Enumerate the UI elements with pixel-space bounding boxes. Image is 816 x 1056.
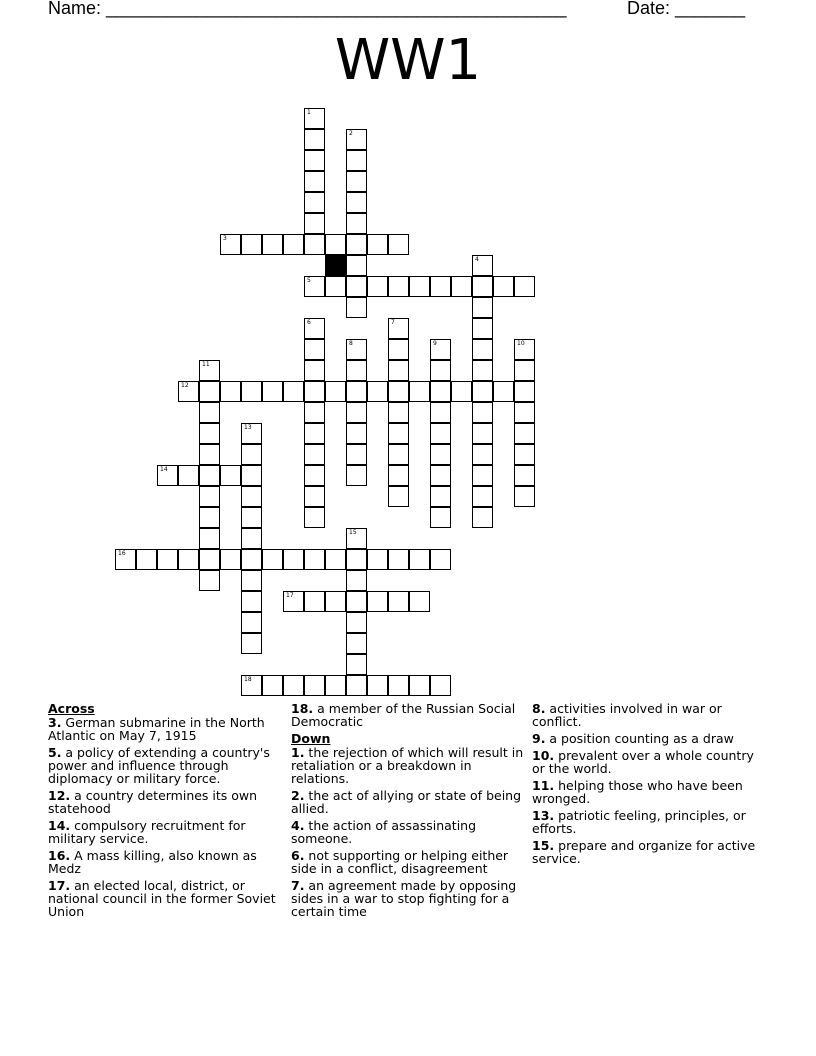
down-clue xyxy=(532,702,767,728)
down-clue xyxy=(532,839,767,865)
grid-cell[interactable] xyxy=(388,486,409,507)
grid-cell[interactable] xyxy=(325,381,346,402)
grid-cell[interactable] xyxy=(304,108,325,129)
grid-cell[interactable] xyxy=(241,234,262,255)
clue-text: prepare and organize for active service. xyxy=(532,838,756,866)
grid-cell[interactable] xyxy=(325,276,346,297)
clue-number: 18. xyxy=(291,701,314,716)
grid-cell[interactable] xyxy=(430,423,451,444)
grid-cell[interactable] xyxy=(388,360,409,381)
grid-cell[interactable] xyxy=(514,339,535,360)
grid-cell[interactable] xyxy=(325,591,346,612)
down-clue xyxy=(532,749,767,775)
clue-number: 10. xyxy=(532,748,555,763)
grid-cell[interactable] xyxy=(430,402,451,423)
grid-cell[interactable] xyxy=(472,255,493,276)
clue-number: 14. xyxy=(48,818,71,833)
clue-text: an agreement made by opposing sides in a war to stop fighting for a certain time xyxy=(291,878,517,919)
grid-cell[interactable] xyxy=(472,423,493,444)
grid-cell[interactable] xyxy=(283,381,304,402)
grid-cell[interactable] xyxy=(304,339,325,360)
grid-cell[interactable] xyxy=(199,402,220,423)
grid-cell[interactable] xyxy=(367,234,388,255)
grid-cell[interactable] xyxy=(283,234,304,255)
clue-text: prevalent over a whole country or the world. xyxy=(532,748,754,776)
grid-cell[interactable] xyxy=(346,150,367,171)
grid-cell[interactable] xyxy=(199,570,220,591)
grid-cell[interactable] xyxy=(157,549,178,570)
grid-cell[interactable] xyxy=(493,276,514,297)
across-clue xyxy=(48,789,283,815)
grid-cell[interactable] xyxy=(241,486,262,507)
grid-cell[interactable] xyxy=(430,507,451,528)
grid-cell[interactable] xyxy=(514,402,535,423)
grid-cell[interactable] xyxy=(367,549,388,570)
across-clue xyxy=(48,879,283,918)
grid-cell[interactable] xyxy=(388,339,409,360)
down-clue xyxy=(291,789,526,815)
grid-cell[interactable] xyxy=(388,549,409,570)
grid-cell[interactable] xyxy=(346,297,367,318)
grid-cell[interactable] xyxy=(388,318,409,339)
clue-number: 13. xyxy=(532,808,555,823)
grid-cell[interactable] xyxy=(304,486,325,507)
grid-cell[interactable] xyxy=(178,465,199,486)
grid-cell[interactable] xyxy=(388,423,409,444)
grid-cell[interactable] xyxy=(367,276,388,297)
clue-number: 15. xyxy=(532,838,555,853)
grid-cell[interactable] xyxy=(241,423,262,444)
grid-cell[interactable] xyxy=(241,444,262,465)
grid-cell[interactable] xyxy=(388,465,409,486)
grid-cell[interactable] xyxy=(304,129,325,150)
grid-cell[interactable] xyxy=(346,192,367,213)
grid-cell[interactable] xyxy=(136,549,157,570)
grid-cell[interactable] xyxy=(472,297,493,318)
down-clue xyxy=(532,809,767,835)
grid-cell[interactable] xyxy=(472,486,493,507)
grid-cell[interactable] xyxy=(241,465,262,486)
down-clue xyxy=(291,849,526,875)
across-clue xyxy=(48,716,283,742)
clue-text: A mass killing, also known as Medz xyxy=(48,848,257,876)
grid-cell[interactable] xyxy=(346,465,367,486)
clue-number: 5. xyxy=(48,745,62,760)
grid-cell[interactable] xyxy=(199,360,220,381)
grid-cell[interactable] xyxy=(304,444,325,465)
grid-cell[interactable] xyxy=(325,549,346,570)
clue-text: a policy of extending a country's power and influence through diplomacy or military force. xyxy=(48,745,270,786)
clue-number: 18 xyxy=(244,676,252,683)
clue-number: 9 xyxy=(433,340,437,347)
across-heading: Across xyxy=(48,701,95,716)
grid-cell[interactable] xyxy=(472,402,493,423)
clue-text: the act of allying or state of being allied. xyxy=(291,788,522,816)
grid-cell[interactable] xyxy=(304,549,325,570)
grid-cell[interactable] xyxy=(451,276,472,297)
grid-cell[interactable] xyxy=(262,234,283,255)
clue-number: 3 xyxy=(223,235,227,242)
clue-number: 4 xyxy=(475,256,479,263)
grid-cell[interactable] xyxy=(346,591,367,612)
clue-number: 17 xyxy=(286,592,294,599)
clue-number: 2. xyxy=(291,788,305,803)
clue-number: 12. xyxy=(48,788,71,803)
grid-cell[interactable] xyxy=(409,591,430,612)
grid-cell[interactable] xyxy=(472,444,493,465)
clue-text: patriotic feeling, principles, or efforts. xyxy=(532,808,746,836)
grid-cell[interactable] xyxy=(472,381,493,402)
down-clue xyxy=(291,819,526,845)
grid-cell[interactable] xyxy=(430,339,451,360)
down-clue xyxy=(291,879,526,918)
clue-text: not supporting or helping either side in a conflict, disagreement xyxy=(291,848,509,876)
grid-cell[interactable] xyxy=(241,507,262,528)
grid-cell[interactable] xyxy=(514,486,535,507)
grid-cell[interactable] xyxy=(346,276,367,297)
grid-cell[interactable] xyxy=(262,549,283,570)
grid-cell[interactable] xyxy=(304,507,325,528)
grid-cell[interactable] xyxy=(241,549,262,570)
grid-cell[interactable] xyxy=(346,402,367,423)
clue-number: 2 xyxy=(349,130,353,137)
grid-cell[interactable] xyxy=(346,633,367,654)
grid-cell[interactable] xyxy=(304,234,325,255)
grid-cell[interactable] xyxy=(514,381,535,402)
grid-cell[interactable] xyxy=(409,675,430,696)
grid-cell[interactable] xyxy=(325,675,346,696)
grid-cell[interactable] xyxy=(514,423,535,444)
grid-cell[interactable] xyxy=(262,675,283,696)
clue-text: helping those who have been wronged. xyxy=(532,778,743,806)
grid-cell[interactable] xyxy=(115,549,136,570)
clue-number: 14 xyxy=(160,466,168,473)
grid-cell[interactable] xyxy=(430,486,451,507)
grid-cell[interactable] xyxy=(388,444,409,465)
grid-cell[interactable] xyxy=(304,675,325,696)
grid-cell[interactable] xyxy=(220,234,241,255)
clue-text: the rejection of which will result in retaliation or a breakdown in relations. xyxy=(291,745,524,786)
grid-cell[interactable] xyxy=(346,339,367,360)
grid-cell[interactable] xyxy=(346,528,367,549)
grid-cell[interactable] xyxy=(472,339,493,360)
grid-cell[interactable] xyxy=(430,465,451,486)
grid-cell[interactable] xyxy=(199,423,220,444)
clue-text: the action of assassinating someone. xyxy=(291,818,477,846)
name-field[interactable]: Name: ______________________________________________ xyxy=(48,0,567,18)
grid-cell[interactable] xyxy=(346,171,367,192)
grid-cell[interactable] xyxy=(514,360,535,381)
grid-cell[interactable] xyxy=(220,549,241,570)
grid-cell[interactable] xyxy=(304,213,325,234)
grid-cell[interactable] xyxy=(241,612,262,633)
grid-cell[interactable] xyxy=(325,234,346,255)
grid-cell[interactable] xyxy=(304,171,325,192)
grid-cell[interactable] xyxy=(430,381,451,402)
clue-text: compulsory recruitment for military service. xyxy=(48,818,246,846)
clues-column-1 xyxy=(48,702,283,922)
across-clue xyxy=(48,746,283,785)
grid-cell[interactable] xyxy=(178,381,199,402)
grid-cell[interactable] xyxy=(346,255,367,276)
grid-cell[interactable] xyxy=(493,381,514,402)
black-square xyxy=(325,255,346,276)
grid-cell[interactable] xyxy=(346,234,367,255)
clue-number: 4. xyxy=(291,818,305,833)
grid-cell[interactable] xyxy=(304,381,325,402)
grid-cell[interactable] xyxy=(346,675,367,696)
grid-cell[interactable] xyxy=(346,549,367,570)
grid-cell[interactable] xyxy=(262,381,283,402)
clue-number: 7. xyxy=(291,878,305,893)
grid-cell[interactable] xyxy=(304,360,325,381)
clue-number: 11 xyxy=(202,361,210,368)
clue-number: 12 xyxy=(181,382,189,389)
across-clue xyxy=(48,849,283,875)
grid-cell[interactable] xyxy=(346,654,367,675)
clue-number: 8. xyxy=(532,701,546,716)
grid-cell[interactable] xyxy=(199,528,220,549)
grid-cell[interactable] xyxy=(472,360,493,381)
clue-text: a position counting as a draw xyxy=(545,731,734,746)
clue-number: 9. xyxy=(532,731,546,746)
grid-cell[interactable] xyxy=(199,507,220,528)
grid-cell[interactable] xyxy=(241,528,262,549)
grid-cell[interactable] xyxy=(241,633,262,654)
grid-cell[interactable] xyxy=(283,591,304,612)
grid-cell[interactable] xyxy=(199,549,220,570)
clue-text: an elected local, district, or national council in the former Soviet Union xyxy=(48,878,276,919)
clue-number: 7 xyxy=(391,319,395,326)
grid-cell[interactable] xyxy=(430,276,451,297)
down-clue xyxy=(532,732,767,745)
clue-number: 1 xyxy=(307,109,311,116)
grid-cell[interactable] xyxy=(388,675,409,696)
clue-number: 16. xyxy=(48,848,71,863)
down-heading: Down xyxy=(291,731,331,746)
clue-text: a member of the Russian Social Democratic xyxy=(291,701,516,729)
grid-cell[interactable] xyxy=(346,423,367,444)
page-title: WW1 xyxy=(334,28,482,93)
clue-number: 6 xyxy=(307,319,311,326)
grid-cell[interactable] xyxy=(199,486,220,507)
grid-cell[interactable] xyxy=(241,591,262,612)
grid-cell[interactable] xyxy=(283,549,304,570)
grid-cell[interactable] xyxy=(346,612,367,633)
grid-cell[interactable] xyxy=(220,465,241,486)
grid-cell[interactable] xyxy=(472,465,493,486)
grid-cell[interactable] xyxy=(304,150,325,171)
across-clue xyxy=(291,702,526,728)
grid-cell[interactable] xyxy=(346,213,367,234)
grid-cell[interactable] xyxy=(283,675,304,696)
grid-cell[interactable] xyxy=(409,381,430,402)
clue-number: 15 xyxy=(349,529,357,536)
grid-cell[interactable] xyxy=(472,507,493,528)
across-clue xyxy=(48,819,283,845)
grid-cell[interactable] xyxy=(346,360,367,381)
date-field[interactable]: Date: _______ xyxy=(627,0,746,18)
grid-cell[interactable] xyxy=(430,549,451,570)
grid-cell[interactable] xyxy=(367,675,388,696)
down-clue xyxy=(291,746,526,785)
grid-cell[interactable] xyxy=(514,276,535,297)
grid-cell[interactable] xyxy=(304,276,325,297)
clue-number: 8 xyxy=(349,340,353,347)
clue-number: 11. xyxy=(532,778,555,793)
clue-number: 10 xyxy=(517,340,525,347)
grid-cell[interactable] xyxy=(346,129,367,150)
grid-cell[interactable] xyxy=(346,570,367,591)
grid-cell[interactable] xyxy=(430,444,451,465)
clue-number: 3. xyxy=(48,715,62,730)
grid-cell[interactable] xyxy=(367,591,388,612)
clue-number: 1. xyxy=(291,745,305,760)
grid-cell[interactable] xyxy=(241,570,262,591)
grid-cell[interactable] xyxy=(199,444,220,465)
grid-cell[interactable] xyxy=(178,549,199,570)
clue-text: a country determines its own statehood xyxy=(48,788,258,816)
grid-cell[interactable] xyxy=(472,318,493,339)
grid-cell[interactable] xyxy=(514,444,535,465)
clue-text: German submarine in the North Atlantic on May 7, 1915 xyxy=(48,715,265,743)
grid-cell[interactable] xyxy=(409,276,430,297)
grid-cell[interactable] xyxy=(472,276,493,297)
grid-cell[interactable] xyxy=(514,465,535,486)
grid-cell[interactable] xyxy=(451,381,472,402)
grid-cell[interactable] xyxy=(199,465,220,486)
grid-cell[interactable] xyxy=(367,381,388,402)
grid-cell[interactable] xyxy=(304,192,325,213)
clue-number: 13 xyxy=(244,424,252,431)
grid-cell[interactable] xyxy=(304,465,325,486)
grid-cell[interactable] xyxy=(304,318,325,339)
grid-cell[interactable] xyxy=(304,591,325,612)
grid-cell[interactable] xyxy=(388,591,409,612)
grid-cell[interactable] xyxy=(157,465,178,486)
clue-number: 6. xyxy=(291,848,305,863)
grid-cell[interactable] xyxy=(220,381,241,402)
grid-cell[interactable] xyxy=(388,276,409,297)
grid-cell[interactable] xyxy=(346,381,367,402)
grid-cell[interactable] xyxy=(241,381,262,402)
grid-cell[interactable] xyxy=(388,381,409,402)
grid-cell[interactable] xyxy=(388,234,409,255)
clue-number: 16 xyxy=(118,550,126,557)
grid-cell[interactable] xyxy=(409,549,430,570)
grid-cell[interactable] xyxy=(430,675,451,696)
grid-cell[interactable] xyxy=(430,360,451,381)
grid-cell[interactable] xyxy=(346,444,367,465)
clues-column-2 xyxy=(291,702,526,922)
grid-cell[interactable] xyxy=(199,381,220,402)
clue-text: activities involved in war or conflict. xyxy=(532,701,722,729)
grid-cell[interactable] xyxy=(304,402,325,423)
clue-number: 5 xyxy=(307,277,311,284)
grid-cell[interactable] xyxy=(388,402,409,423)
clues-column-3 xyxy=(532,702,767,869)
down-clue xyxy=(532,779,767,805)
clue-number: 17. xyxy=(48,878,71,893)
grid-cell[interactable] xyxy=(304,423,325,444)
grid-cell[interactable] xyxy=(241,675,262,696)
